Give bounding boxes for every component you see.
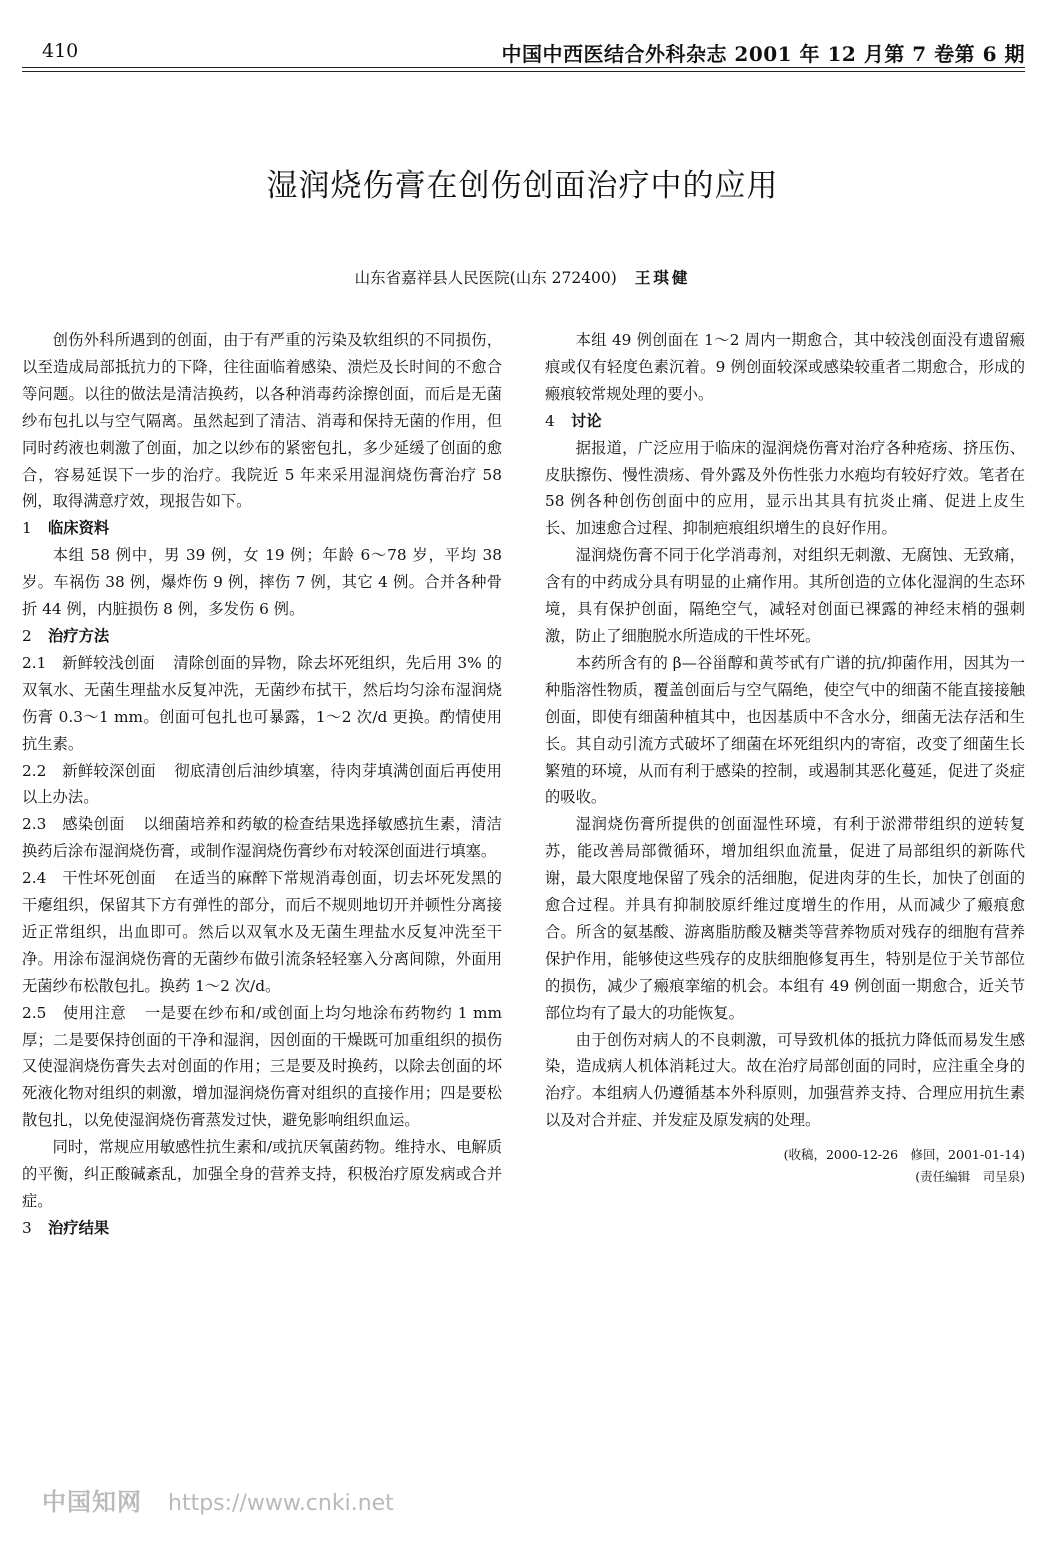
section-3-text: 本组 49 例创面在 1～2 周内一期愈合，其中较浅创面没有遗留瘢痕或仅有轻度色素沉着。9 例创面较深或感染较重者二期愈合，形成的瘢痕较常规处理的要小。: [545, 331, 1025, 403]
discussion-paragraph-4: 湿润烧伤膏所提供的创面湿性环境，有利于淤滞带组织的逆转复苏，能改善局部微循环，增加组织血流量，促进了局部组织的新陈代谢，最大限度地保留了残余的活细胞，促进肉芽的生长，加快了创面的愈合过程。并具有抑制胶原纤维过度增生的作用，从而减少了瘢痕愈合。所含的氨基酸、游离脂肪酸及糖类等营养物质对残存的细胞有营养保护作用，能够使这些残存的皮肤细胞修复再生，特别是位于关节部位的损伤，减少了瘢痕挛缩的机会。本组有 49 例创面一期愈合，近关节部位均有了最大的功能恢复。: [545, 815, 1025, 1022]
discussion-paragraph-3: 本药所含有的 β—谷甾醇和黄芩甙有广谱的抗/抑菌作用，因其为一种脂溶性物质，覆盖创面后与空气隔绝，使空气中的细菌不能直接接触创面，即使有细菌种植其中，也因基质中不含水分，细菌无法存活和生长。其自动引流方式破坏了细菌在坏死组织内的寄宿，改变了细菌生长繁殖的环境，从而有利于感染的控制，或遏制其恶化蔓延，促进了炎症的吸收。: [545, 653, 1025, 807]
cnki-logo: 中国知网: [42, 1488, 142, 1516]
section-heading-1: 1 临床资料: [22, 519, 110, 538]
page-number: 410: [42, 40, 79, 62]
subsection-2-2: 2.2 新鲜较深创面 彻底清创后油纱填塞，待肉芽填满创面后再使用以上办法。: [22, 761, 502, 807]
section-1-text: 本组 58 例中，男 39 例，女 19 例；年龄 6～78 岁，平均 38 岁。车祸伤 38 例，爆炸伤 9 例，摔伤 7 例，其它 4 例。合并各种骨折 44 例，内脏损伤 8 例，多发伤 6 例。: [22, 546, 502, 619]
running-header: [22, 40, 1025, 68]
responsible-editor: (责任编辑 司呈泉): [915, 1169, 1025, 1185]
section-heading-3: 3 治疗结果: [22, 1218, 110, 1237]
subsection-2-5: 2.5 使用注意 一是要在纱布和/或创面上均匀地涂布药物约 1 mm 厚；二是要保持创面的干净和湿润，因创面的干燥既可加重组织的损伤又使湿润烧伤膏失去对创面的作用；三是要及时换药，以除去创面的坏死液化物对组织的刺激，增加湿润烧伤膏对组织的直接作用；四是要松散包扎，以免使湿润烧伤膏蒸发过快，避免影响组织血运。: [22, 1003, 502, 1130]
received-dates: (收稿，2000-12-26 修回，2001-01-14): [783, 1147, 1025, 1163]
author-name: 王琪健: [634, 268, 691, 287]
discussion-paragraph-5: 由于创伤对病人的不良刺激，可导致机体的抵抗力降低而易发生感染，造成病人机体消耗过大。故在治疗局部创面的同时，应注重全身的治疗。本组病人仍遵循基本外科原则，加强营养支持、合理应用抗生素以及对合并症、并发症及原发病的处理。: [545, 1030, 1025, 1130]
section-heading-4: 4 讨论: [545, 411, 602, 430]
watermark-footer: [42, 1482, 394, 1517]
column-left: [22, 327, 502, 1242]
header-rule: [22, 67, 1025, 68]
subsection-2-4: 2.4 干性坏死创面 在适当的麻醉下常规消毒创面，切去坏死发黑的干瘪组织，保留其下方有弹性的部分，而后不规则地切开并顿性分离接近正常组织，出血即可。然后以双氧水及无菌生理盐水反复冲洗至干净。用涂布湿润烧伤膏的无菌纱布做引流条轻轻塞入分离间隙，外面用无菌纱布松散包扎。换药 1～2 次/d。: [22, 869, 502, 995]
section-heading-2: 2 治疗方法: [22, 626, 110, 645]
discussion-paragraph-1: 据报道，广泛应用于临床的湿润烧伤膏对治疗各种疮疡、挤压伤、皮肤擦伤、慢性溃疡、骨外露及外伤性张力水疱均有较好疗效。笔者在 58 例各种创伤创面中的应用，显示出其具有抗炎止痛、促进上皮生长、加速愈合过程、抑制疤痕组织增生的良好作用。: [545, 438, 1025, 538]
column-right: [545, 327, 1025, 1188]
intro-paragraph: 创伤外科所遇到的创面，由于有严重的污染及软组织的不同损伤，以至造成局部抵抗力的下降，往往面临着感染、溃烂及长时间的不愈合等问题。以往的做法是清洁换药，以各种消毒药涂擦创面，而后是无菌纱布包扎以与空气隔离。虽然起到了清洁、消毒和保持无菌的作用，但同时药液也刺激了创面，加之以纱布的紧密包扎，多少延缓了创面的愈合，容易延误下一步的治疗。我院近 5 年来采用湿润烧伤膏治疗 58 例，取得满意疗效，现报告如下。: [22, 331, 502, 511]
journal-info: 中国中西医结合外科杂志 2001 年 12 月第 7 卷第 6 期: [501, 42, 1025, 66]
subsection-2-1: 2.1 新鲜较浅创面 清除创面的异物，除去坏死组织，先后用 3% 的双氧水、无菌生理盐水反复冲洗，无菌纱布拭干，然后均匀涂布湿润烧伤膏 0.3～1 mm。创面可包扎也可暴露，1～2 次/d 更换。酌情使用抗生素。: [22, 653, 502, 753]
section-2-tail: 同时，常规应用敏感性抗生素和/或抗厌氧菌药物。维持水、电解质的平衡，纠正酸碱紊乱，加强全身的营养支持，积极治疗原发病或合并症。: [22, 1138, 502, 1210]
discussion-paragraph-2: 湿润烧伤膏不同于化学消毒剂，对组织无刺激、无腐蚀、无致痛，含有的中药成分具有明显的止痛作用。其所创造的立体化湿润的生态环境，具有保护创面，隔绝空气，减轻对创面已裸露的神经末梢的强刺激，防止了细胞脱水所造成的干性坏死。: [545, 546, 1025, 645]
affiliation-line: [0, 266, 1045, 288]
article-title: 湿润烧伤膏在创伤创面治疗中的应用: [266, 168, 779, 204]
cnki-url: https://www.cnki.net: [168, 1491, 394, 1516]
affiliation: 山东省嘉祥县人民医院(山东 272400): [354, 269, 617, 287]
subsection-2-3: 2.3 感染创面 以细菌培养和药敏的检查结果选择敏感抗生素，清洁换药后涂布湿润烧伤膏，或制作湿润烧伤膏纱布对较深创面进行填塞。: [22, 815, 502, 861]
header-rule-thin: [22, 71, 1025, 72]
